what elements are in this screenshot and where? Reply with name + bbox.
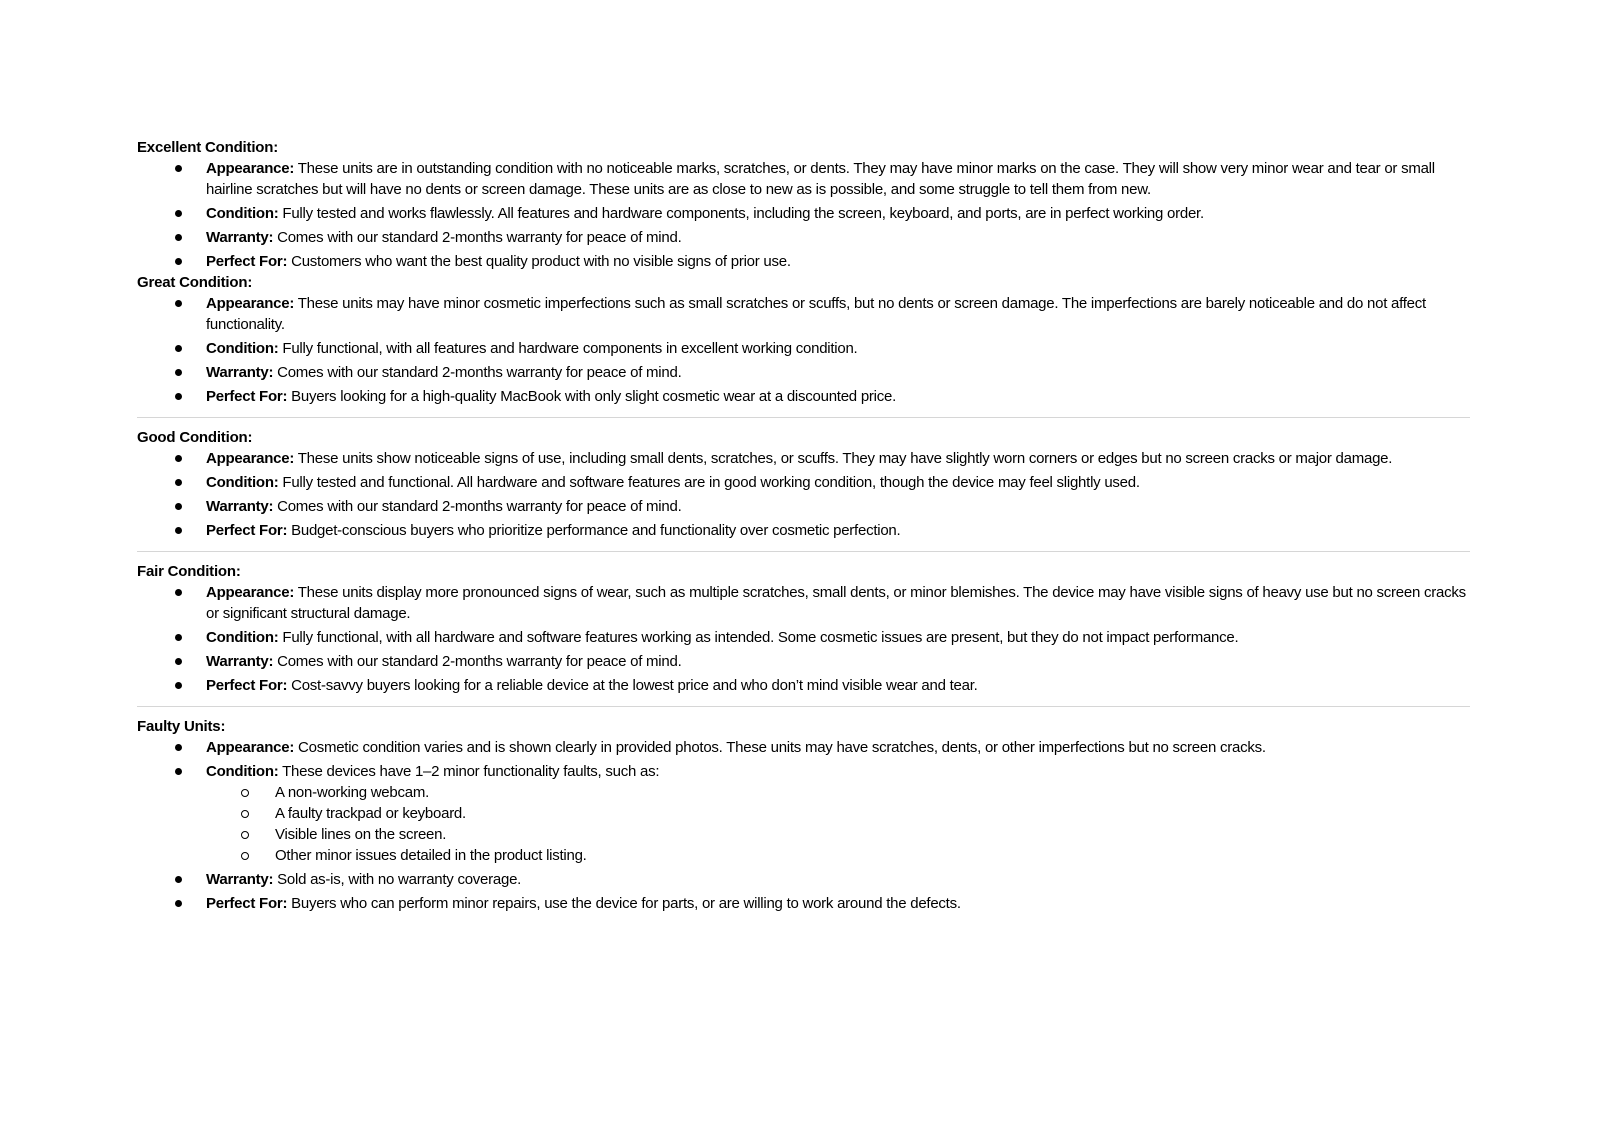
sub-item-text: A faulty trackpad or keyboard.	[275, 805, 466, 822]
bullet-list	[137, 158, 1470, 272]
section-divider	[137, 417, 1470, 418]
section-heading: Great Condition:	[137, 274, 253, 291]
item-label: Warranty:	[206, 364, 274, 381]
item-text: These units show noticeable signs of use, including small dents, scratches, or scuffs. They may have slightly worn corners or edges but no screen cracks or major damage.	[294, 450, 1393, 467]
hollow-bullet-icon	[241, 852, 249, 860]
list-item	[137, 227, 1470, 248]
item-text: Buyers looking for a high-quality MacBook with only slight cosmetic wear at a discounted price.	[287, 388, 896, 405]
list-item	[137, 761, 1470, 782]
item-text: Fully tested and functional. All hardware and software features are in good working condition, though the device may feel slightly used.	[278, 474, 1140, 491]
list-item	[137, 627, 1470, 648]
item-label: Appearance:	[206, 450, 295, 467]
list-item	[137, 251, 1470, 272]
item-text: Cost-savvy buyers looking for a reliable device at the lowest price and who don’t mind visible wear and tear.	[287, 677, 978, 694]
section-fair-condition	[137, 561, 1470, 696]
item-text: Comes with our standard 2-months warranty for peace of mind.	[273, 653, 682, 670]
sub-list-item	[137, 845, 1470, 866]
list-item	[137, 448, 1470, 469]
section-heading: Fair Condition:	[137, 563, 241, 580]
section-heading: Good Condition:	[137, 429, 253, 446]
item-text: Comes with our standard 2-months warranty for peace of mind.	[273, 229, 682, 246]
item-text: Sold as-is, with no warranty coverage.	[273, 871, 522, 888]
sub-list-item	[137, 803, 1470, 824]
item-label: Warranty:	[206, 653, 274, 670]
item-text: Comes with our standard 2-months warranty for peace of mind.	[273, 364, 682, 381]
sub-item-text: Visible lines on the screen.	[275, 826, 447, 843]
sub-item-text: Other minor issues detailed in the product listing.	[275, 847, 587, 864]
item-label: Perfect For:	[206, 253, 288, 270]
item-label: Perfect For:	[206, 522, 288, 539]
item-text: Budget-conscious buyers who prioritize performance and functionality over cosmetic perfection.	[287, 522, 901, 539]
item-label: Warranty:	[206, 871, 274, 888]
item-text: Fully tested and works flawlessly. All features and hardware components, including the screen, keyboard, and ports, are in perfect working order.	[278, 205, 1204, 222]
section-divider	[137, 551, 1470, 552]
item-text: Cosmetic condition varies and is shown clearly in provided photos. These units may have scratches, dents, or other imperfections but no screen cracks.	[294, 739, 1266, 756]
section-heading: Faulty Units:	[137, 718, 226, 735]
list-item	[137, 496, 1470, 517]
item-label: Condition:	[206, 340, 279, 357]
list-item	[137, 893, 1470, 914]
list-item	[137, 338, 1470, 359]
item-label: Appearance:	[206, 295, 295, 312]
list-item	[137, 651, 1470, 672]
list-item	[137, 472, 1470, 493]
item-text: Fully functional, with all hardware and software features working as intended. Some cosmetic issues are present, but they do not impact performance.	[278, 629, 1239, 646]
item-label: Warranty:	[206, 498, 274, 515]
sub-list-item	[137, 824, 1470, 845]
item-text: These units are in outstanding condition with no noticeable marks, scratches, or dents. They may have minor marks on the case. They will show very minor wear and tear or small hairline scratches but will have no dents or screen damage. These units are as close to new as is possible, and some struggle to tell them from new.	[206, 160, 1435, 198]
faults-sublist	[137, 782, 1470, 866]
hollow-bullet-icon	[241, 831, 249, 839]
item-label: Condition:	[206, 474, 279, 491]
bullet-list	[137, 448, 1470, 541]
bullet-list	[137, 737, 1470, 782]
item-text: These devices have 1–2 minor functionality faults, such as:	[278, 763, 660, 780]
list-item	[137, 293, 1470, 335]
section-divider	[137, 706, 1470, 707]
bullet-list	[137, 582, 1470, 696]
section-good-condition	[137, 427, 1470, 541]
item-label: Warranty:	[206, 229, 274, 246]
item-text: Comes with our standard 2-months warranty for peace of mind.	[273, 498, 682, 515]
item-text: Buyers who can perform minor repairs, use the device for parts, or are willing to work around the defects.	[287, 895, 961, 912]
section-great-condition	[137, 272, 1470, 407]
section-heading: Excellent Condition:	[137, 139, 279, 156]
list-item	[137, 737, 1470, 758]
list-item	[137, 582, 1470, 624]
sub-item-text: A non-working webcam.	[275, 784, 429, 801]
list-item	[137, 869, 1470, 890]
item-label: Appearance:	[206, 584, 295, 601]
list-item	[137, 520, 1470, 541]
item-text: These units may have minor cosmetic imperfections such as small scratches or scuffs, but no dents or screen damage. The imperfections are barely noticeable and do not affect functionality.	[206, 295, 1426, 333]
list-item	[137, 203, 1470, 224]
list-item	[137, 362, 1470, 383]
item-label: Perfect For:	[206, 677, 288, 694]
item-label: Perfect For:	[206, 895, 288, 912]
bullet-list	[137, 293, 1470, 407]
item-label: Condition:	[206, 763, 279, 780]
section-faulty-units	[137, 716, 1470, 914]
bullet-list	[137, 869, 1470, 914]
list-item	[137, 158, 1470, 200]
list-item	[137, 675, 1470, 696]
document-page	[137, 137, 1470, 917]
hollow-bullet-icon	[241, 789, 249, 797]
section-excellent-condition	[137, 137, 1470, 272]
list-item	[137, 386, 1470, 407]
item-label: Condition:	[206, 629, 279, 646]
item-text: Fully functional, with all features and hardware components in excellent working condition.	[278, 340, 858, 357]
item-text: Customers who want the best quality product with no visible signs of prior use.	[287, 253, 791, 270]
hollow-bullet-icon	[241, 810, 249, 818]
item-label: Perfect For:	[206, 388, 288, 405]
item-label: Condition:	[206, 205, 279, 222]
item-label: Appearance:	[206, 739, 295, 756]
item-text: These units display more pronounced signs of wear, such as multiple scratches, small dents, or minor blemishes. The device may have visible signs of heavy use but no screen cracks or significant structural damage.	[206, 584, 1466, 622]
sub-list-item	[137, 782, 1470, 803]
item-label: Appearance:	[206, 160, 295, 177]
